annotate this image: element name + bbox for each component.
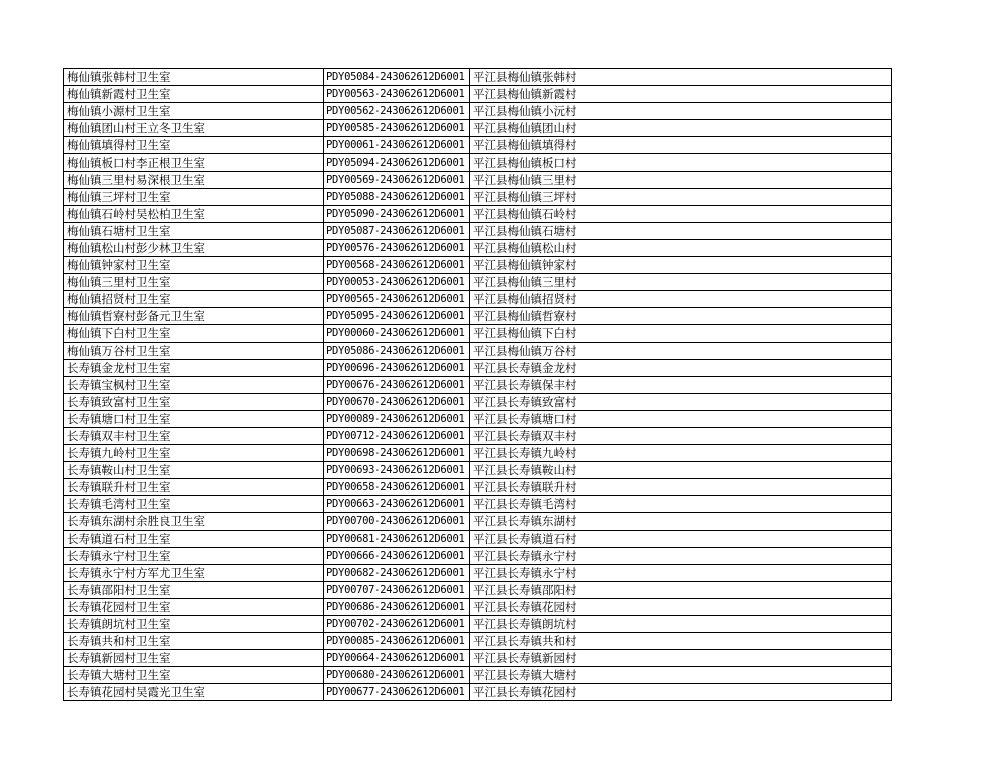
registration-code-cell: PDY00700-243062612D6001 (324, 513, 470, 530)
address-cell: 平江县长寿镇道石村 (470, 530, 892, 547)
address-cell: 平江县梅仙镇石塘村 (470, 222, 892, 239)
clinic-name-cell: 梅仙镇三里村卫生室 (64, 274, 324, 291)
registration-code-cell: PDY05095-243062612D6001 (324, 308, 470, 325)
registration-code-cell: PDY00089-243062612D6001 (324, 410, 470, 427)
table-row (64, 171, 892, 188)
table-row (64, 564, 892, 581)
table-row (64, 530, 892, 547)
registration-code-cell: PDY05086-243062612D6001 (324, 342, 470, 359)
table-row (64, 205, 892, 222)
table-row (64, 547, 892, 564)
table-row (64, 633, 892, 650)
address-cell: 平江县梅仙镇三里村 (470, 274, 892, 291)
clinic-name-cell: 长寿镇九岭村卫生室 (64, 445, 324, 462)
clinic-name-cell: 长寿镇致富村卫生室 (64, 393, 324, 410)
table-row (64, 308, 892, 325)
table-row (64, 239, 892, 256)
table-row (64, 684, 892, 701)
clinic-name-cell: 长寿镇永宁村方军尤卫生室 (64, 564, 324, 581)
clinic-name-cell: 梅仙镇小源村卫生室 (64, 103, 324, 120)
table-row (64, 462, 892, 479)
address-cell: 平江县长寿镇大塘村 (470, 667, 892, 684)
address-cell: 平江县长寿镇永宁村 (470, 547, 892, 564)
clinic-name-cell: 长寿镇大塘村卫生室 (64, 667, 324, 684)
registration-code-cell: PDY00562-243062612D6001 (324, 103, 470, 120)
address-cell: 平江县长寿镇共和村 (470, 633, 892, 650)
clinic-table (63, 68, 892, 701)
table-row (64, 69, 892, 86)
clinic-name-cell: 长寿镇塘口村卫生室 (64, 410, 324, 427)
address-cell: 平江县长寿镇鞍山村 (470, 462, 892, 479)
clinic-name-cell: 梅仙镇三坪村卫生室 (64, 188, 324, 205)
clinic-name-cell: 长寿镇花园村吴霞光卫生室 (64, 684, 324, 701)
table-row (64, 257, 892, 274)
address-cell: 平江县梅仙镇哲寮村 (470, 308, 892, 325)
address-cell: 平江县长寿镇花园村 (470, 684, 892, 701)
registration-code-cell: PDY00712-243062612D6001 (324, 427, 470, 444)
address-cell: 平江县梅仙镇三里村 (470, 171, 892, 188)
table-row (64, 120, 892, 137)
table-row (64, 342, 892, 359)
registration-code-cell: PDY00666-243062612D6001 (324, 547, 470, 564)
table-row (64, 154, 892, 171)
clinic-name-cell: 长寿镇毛湾村卫生室 (64, 496, 324, 513)
table-row (64, 393, 892, 410)
address-cell: 平江县梅仙镇张韩村 (470, 69, 892, 86)
clinic-name-cell: 梅仙镇石塘村卫生室 (64, 222, 324, 239)
clinic-name-cell: 长寿镇朗坑村卫生室 (64, 616, 324, 633)
table-row (64, 427, 892, 444)
table-row (64, 188, 892, 205)
table-row (64, 376, 892, 393)
table-row (64, 445, 892, 462)
table-row (64, 291, 892, 308)
address-cell: 平江县长寿镇塘口村 (470, 410, 892, 427)
address-cell: 平江县梅仙镇下白村 (470, 325, 892, 342)
registration-code-cell: PDY00576-243062612D6001 (324, 239, 470, 256)
table-row (64, 86, 892, 103)
address-cell: 平江县梅仙镇三坪村 (470, 188, 892, 205)
table-body (64, 69, 892, 701)
address-cell: 平江县梅仙镇填得村 (470, 137, 892, 154)
registration-code-cell: PDY00698-243062612D6001 (324, 445, 470, 462)
registration-code-cell: PDY00060-243062612D6001 (324, 325, 470, 342)
clinic-name-cell: 梅仙镇石岭村吴松柏卫生室 (64, 205, 324, 222)
table-row (64, 598, 892, 615)
address-cell: 平江县长寿镇致富村 (470, 393, 892, 410)
registration-code-cell: PDY00085-243062612D6001 (324, 633, 470, 650)
clinic-name-cell: 长寿镇邵阳村卫生室 (64, 581, 324, 598)
table-row (64, 616, 892, 633)
registration-code-cell: PDY00563-243062612D6001 (324, 86, 470, 103)
clinic-name-cell: 长寿镇联升村卫生室 (64, 479, 324, 496)
clinic-name-cell: 梅仙镇招贤村卫生室 (64, 291, 324, 308)
address-cell: 平江县梅仙镇万谷村 (470, 342, 892, 359)
address-cell: 平江县长寿镇邵阳村 (470, 581, 892, 598)
address-cell: 平江县长寿镇东湖村 (470, 513, 892, 530)
clinic-name-cell: 梅仙镇张韩村卫生室 (64, 69, 324, 86)
clinic-name-cell: 长寿镇鞍山村卫生室 (64, 462, 324, 479)
clinic-name-cell: 长寿镇宝枫村卫生室 (64, 376, 324, 393)
registration-code-cell: PDY00053-243062612D6001 (324, 274, 470, 291)
address-cell: 平江县梅仙镇新霞村 (470, 86, 892, 103)
registration-code-cell: PDY00565-243062612D6001 (324, 291, 470, 308)
registration-code-cell: PDY05094-243062612D6001 (324, 154, 470, 171)
clinic-name-cell: 长寿镇双丰村卫生室 (64, 427, 324, 444)
address-cell: 平江县梅仙镇钟家村 (470, 257, 892, 274)
clinic-name-cell: 长寿镇共和村卫生室 (64, 633, 324, 650)
registration-code-cell: PDY00696-243062612D6001 (324, 359, 470, 376)
clinic-name-cell: 梅仙镇下白村卫生室 (64, 325, 324, 342)
clinic-name-cell: 梅仙镇万谷村卫生室 (64, 342, 324, 359)
registration-code-cell: PDY00702-243062612D6001 (324, 616, 470, 633)
table-row (64, 325, 892, 342)
address-cell: 平江县梅仙镇小沅村 (470, 103, 892, 120)
registration-code-cell: PDY00677-243062612D6001 (324, 684, 470, 701)
address-cell: 平江县长寿镇永宁村 (470, 564, 892, 581)
registration-code-cell: PDY00664-243062612D6001 (324, 650, 470, 667)
table-row (64, 667, 892, 684)
table-row (64, 410, 892, 427)
registration-code-cell: PDY05087-243062612D6001 (324, 222, 470, 239)
address-cell: 平江县梅仙镇石岭村 (470, 205, 892, 222)
table-row (64, 222, 892, 239)
registration-code-cell: PDY05084-243062612D6001 (324, 69, 470, 86)
address-cell: 平江县梅仙镇松山村 (470, 239, 892, 256)
registration-code-cell: PDY00568-243062612D6001 (324, 257, 470, 274)
address-cell: 平江县长寿镇九岭村 (470, 445, 892, 462)
clinic-name-cell: 长寿镇东湖村余胜良卫生室 (64, 513, 324, 530)
table-row (64, 103, 892, 120)
table-row (64, 359, 892, 376)
clinic-name-cell: 长寿镇新园村卫生室 (64, 650, 324, 667)
table-row (64, 137, 892, 154)
registration-code-cell: PDY00569-243062612D6001 (324, 171, 470, 188)
registration-code-cell: PDY00676-243062612D6001 (324, 376, 470, 393)
address-cell: 平江县长寿镇双丰村 (470, 427, 892, 444)
registration-code-cell: PDY00682-243062612D6001 (324, 564, 470, 581)
registration-code-cell: PDY05088-243062612D6001 (324, 188, 470, 205)
registration-code-cell: PDY05090-243062612D6001 (324, 205, 470, 222)
clinic-name-cell: 梅仙镇三里村易深根卫生室 (64, 171, 324, 188)
address-cell: 平江县长寿镇毛湾村 (470, 496, 892, 513)
address-cell: 平江县长寿镇朗坑村 (470, 616, 892, 633)
registration-code-cell: PDY00693-243062612D6001 (324, 462, 470, 479)
table-row (64, 650, 892, 667)
clinic-name-cell: 长寿镇金龙村卫生室 (64, 359, 324, 376)
address-cell: 平江县长寿镇花园村 (470, 598, 892, 615)
clinic-name-cell: 梅仙镇新霞村卫生室 (64, 86, 324, 103)
address-cell: 平江县长寿镇新园村 (470, 650, 892, 667)
registration-code-cell: PDY00681-243062612D6001 (324, 530, 470, 547)
address-cell: 平江县梅仙镇招贤村 (470, 291, 892, 308)
address-cell: 平江县长寿镇保丰村 (470, 376, 892, 393)
registration-code-cell: PDY00061-243062612D6001 (324, 137, 470, 154)
clinic-name-cell: 梅仙镇填得村卫生室 (64, 137, 324, 154)
clinic-name-cell: 长寿镇道石村卫生室 (64, 530, 324, 547)
clinic-name-cell: 梅仙镇团山村王立冬卫生室 (64, 120, 324, 137)
registration-code-cell: PDY00663-243062612D6001 (324, 496, 470, 513)
address-cell: 平江县长寿镇金龙村 (470, 359, 892, 376)
clinic-name-cell: 梅仙镇板口村李正根卫生室 (64, 154, 324, 171)
table-row (64, 581, 892, 598)
table-row (64, 274, 892, 291)
clinic-name-cell: 梅仙镇松山村彭少林卫生室 (64, 239, 324, 256)
address-cell: 平江县梅仙镇板口村 (470, 154, 892, 171)
registration-code-cell: PDY00707-243062612D6001 (324, 581, 470, 598)
address-cell: 平江县梅仙镇团山村 (470, 120, 892, 137)
registration-code-cell: PDY00686-243062612D6001 (324, 598, 470, 615)
registration-code-cell: PDY00585-243062612D6001 (324, 120, 470, 137)
table-row (64, 496, 892, 513)
clinic-name-cell: 长寿镇永宁村卫生室 (64, 547, 324, 564)
table-row (64, 479, 892, 496)
address-cell: 平江县长寿镇联升村 (470, 479, 892, 496)
registration-code-cell: PDY00670-243062612D6001 (324, 393, 470, 410)
table-row (64, 513, 892, 530)
clinic-name-cell: 梅仙镇钟家村卫生室 (64, 257, 324, 274)
registration-code-cell: PDY00680-243062612D6001 (324, 667, 470, 684)
registration-code-cell: PDY00658-243062612D6001 (324, 479, 470, 496)
clinic-name-cell: 长寿镇花园村卫生室 (64, 598, 324, 615)
clinic-name-cell: 梅仙镇哲寮村彭备元卫生室 (64, 308, 324, 325)
